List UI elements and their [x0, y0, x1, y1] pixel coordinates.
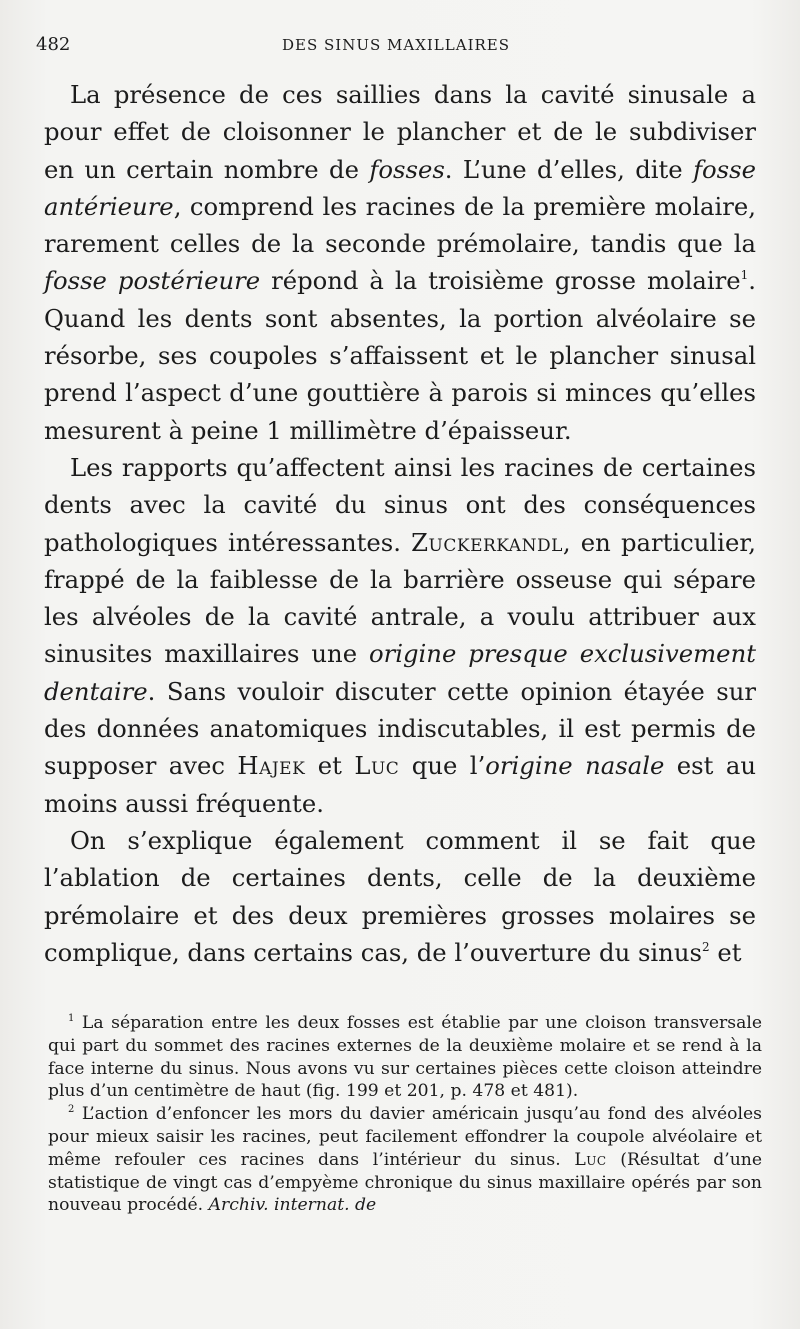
- text-run: , en particulier, frappé de la faiblesse de la barrière osseuse qui sépare les alvéoles de la cavité antrale, a voulu attribuer aux sinusites maxillaires une: [44, 527, 756, 669]
- text-run: . Sans vouloir discuter cette opinion étayée sur des données anatomiques indiscutables, il est permis de supposer avec: [44, 676, 756, 781]
- footnote-text: (Résultat d’une statistique de vingt cas d’empyème chronique du sinus maxillaire opérés par son nouveau procédé.: [48, 1149, 762, 1216]
- italic-term: origine nasale: [485, 751, 665, 781]
- italic-term: origine presque exclusivement dentaire: [44, 639, 756, 706]
- italic-term: fosses: [369, 154, 445, 184]
- footnote-marker: 1: [68, 1013, 75, 1024]
- text-run: et: [709, 937, 742, 967]
- running-header: [36, 34, 756, 58]
- text-run: . L’une d’elles, dite: [444, 154, 694, 184]
- footnotes: [48, 1012, 762, 1217]
- text-run: La présence de ces saillies dans la cavité sinusale a pour effet de cloisonner le plancher et de le subdiviser en un certain nombre de: [44, 80, 756, 184]
- text-run: . Quand les dents sont absentes, la portion alvéolaire se résorbe, ses coupoles s’affaissent et le plancher sinusal prend l’aspect d’une gouttière à parois si minces qu’elles mesurent à peine 1 millimètre d’épaisseur.: [44, 266, 757, 445]
- footnote-reference[interactable]: 2: [701, 939, 710, 954]
- footnote-text: La séparation entre les deux fosses est établie par une cloison transversale qui part du sommet des racines externes de la deuxième molaire et se rend à la face interne du sinus. Nous avons vu sur certaines pièces cette cloison atteindre plus d’un centimètre de haut (fig. 199 et 201, p. 478 et 481).: [48, 1013, 762, 1102]
- text-run: , comprend les racines de la première molaire, rarement celles de la seconde prémolaire, tandis que la: [44, 191, 756, 259]
- running-title: DES SINUS MAXILLAIRES: [281, 36, 511, 54]
- footnote-1: [48, 1012, 762, 1103]
- paragraph-2: [44, 449, 756, 822]
- footnote-marker: 2: [68, 1104, 75, 1116]
- author-name: Zuckerkandl: [411, 527, 563, 557]
- author-name: Luc: [354, 751, 400, 781]
- journal-title: Archiv. internat. de: [208, 1195, 377, 1216]
- main-text: [44, 76, 756, 971]
- footnote-2: [48, 1103, 762, 1217]
- paragraph-1: [44, 76, 756, 449]
- text-run: répond à la troisième grosse molaire: [260, 266, 741, 296]
- text-run: est au moins aussi fréquente.: [44, 751, 756, 818]
- author-name: Hajek: [237, 751, 306, 781]
- text-run: Les rapports qu’affectent ainsi les racines de certaines dents avec la cavité du sinus ont des conséquences pathologiques intéressantes.: [44, 452, 756, 557]
- text-run: que l’: [399, 751, 486, 781]
- italic-term: fosse postérieure: [44, 266, 261, 296]
- author-name: Luc: [574, 1149, 607, 1170]
- paragraph-3: [44, 822, 756, 971]
- text-run: et: [305, 751, 355, 781]
- footnote-reference[interactable]: 1: [740, 268, 749, 283]
- page-number: 482: [36, 34, 71, 55]
- footnote-text: L’action d’enfoncer les mors du davier américain jusqu’au fond des alvéoles pour mieux saisir les racines, peut facilement effondrer la coupole alvéolaire et même refouler ces racines dans l’intérieur du sinus.: [48, 1104, 762, 1170]
- italic-term: fosse antérieure: [44, 154, 756, 221]
- text-run: On s’explique également comment il se fait que l’ablation de certaines dents, celle de la deuxième prémolaire et des deux premières grosses molaires se complique, dans certains cas, de l’ouverture du sinus: [44, 825, 756, 967]
